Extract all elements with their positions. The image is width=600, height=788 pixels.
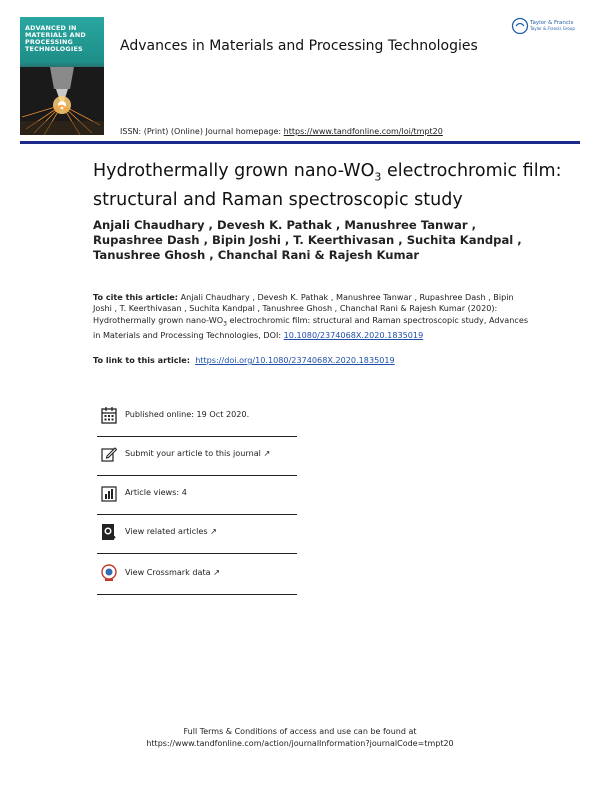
footer-terms-url[interactable]: https://www.tandfonline.com/action/journalInformation?journalCode=tmpt20 [146,739,454,748]
crossmark-icon [101,564,117,582]
bar-chart-icon [101,484,117,502]
publisher-group: Taylor & Francis Group [530,26,575,31]
cover-title-line: PROCESSING [25,38,73,46]
citation-block [93,292,533,341]
doi-link[interactable]: 10.1080/2374068X.2020.1835019 [283,329,424,340]
journal-cover-image [20,17,104,135]
submit-article-row[interactable] [97,437,297,476]
citation-text: Anjali Chaudhary , Devesh K. Pathak , Manushree Tanwar , Rupashree Dash , Bipin Joshi , T. Keerthivasan , Suchita Kandpal , Tanushree Ghosh , Chanchal Rani & Rajesh Kumar (2020): Hydrothermally grown nano-WO [93,292,514,325]
views-row [97,476,297,515]
issn-line [120,127,443,136]
external-link-icon: ↗ [210,526,217,536]
cover-title-line: MATERIALS AND [25,31,86,39]
crossmark-link[interactable] [125,567,220,577]
related-articles-link[interactable] [125,526,217,536]
cover-title-line: ADVANCED IN [25,24,77,32]
external-link-icon: ↗ [263,448,271,458]
submit-label: Submit your article to this journal [125,448,261,458]
author-list: Anjali Chaudhary , Devesh K. Pathak , Manushree Tanwar , Rupashree Dash , Bipin Joshi , T. Keerthivasan , Suchita Kandpal , Tanushree Ghosh , Chanchal Rani & Rajesh Kumar [93,218,522,262]
publisher-name: Taylor & Francis [530,20,574,26]
search-document-icon [101,523,117,541]
crossmark-row[interactable] [97,556,297,595]
journal-homepage-link[interactable]: https://www.tandfonline.com/loi/tmpt20 [283,127,443,136]
footer-terms-line: Full Terms & Conditions of access and use can be found at [183,727,417,736]
citation-subscript: 3 [223,320,227,328]
edit-icon [101,445,117,463]
title-text-cont: electrochromic film: structural and Raman spectroscopic study [93,161,562,210]
article-link-line [93,355,533,365]
cover-title-line: TECHNOLOGIES [25,45,83,53]
crossmark-label: View Crossmark data [125,567,211,577]
journal-title: Advances in Materials and Processing Technologies [120,38,478,54]
related-label: View related articles [125,526,208,536]
related-articles-row[interactable] [97,515,297,554]
header-divider [20,141,580,144]
calendar-icon [101,406,117,424]
article-views: Article views: 4 [125,487,187,497]
citation-text-cont: electrochromic film: structural and Raman spectroscopic study, Advances in Materials and Processing Technologies, DOI: [93,314,529,340]
publisher-logo-text [530,20,575,32]
paper-title [93,160,563,211]
title-subscript: 3 [374,170,382,184]
citation-label: To cite this article: [93,292,179,302]
published-date: Published online: 19 Oct 2020. [125,409,250,419]
published-row [97,398,297,437]
article-url-link[interactable]: https://doi.org/10.1080/2374068X.2020.1835019 [195,355,395,365]
publisher-logo-icon [511,17,529,39]
submit-article-link[interactable] [125,448,270,458]
title-text: Hydrothermally grown nano-WO [93,161,375,181]
issn-label: ISSN: (Print) (Online) Journal homepage: [120,127,282,136]
footer [0,726,600,750]
link-label: To link to this article: [93,355,191,365]
external-link-icon: ↗ [213,567,221,577]
